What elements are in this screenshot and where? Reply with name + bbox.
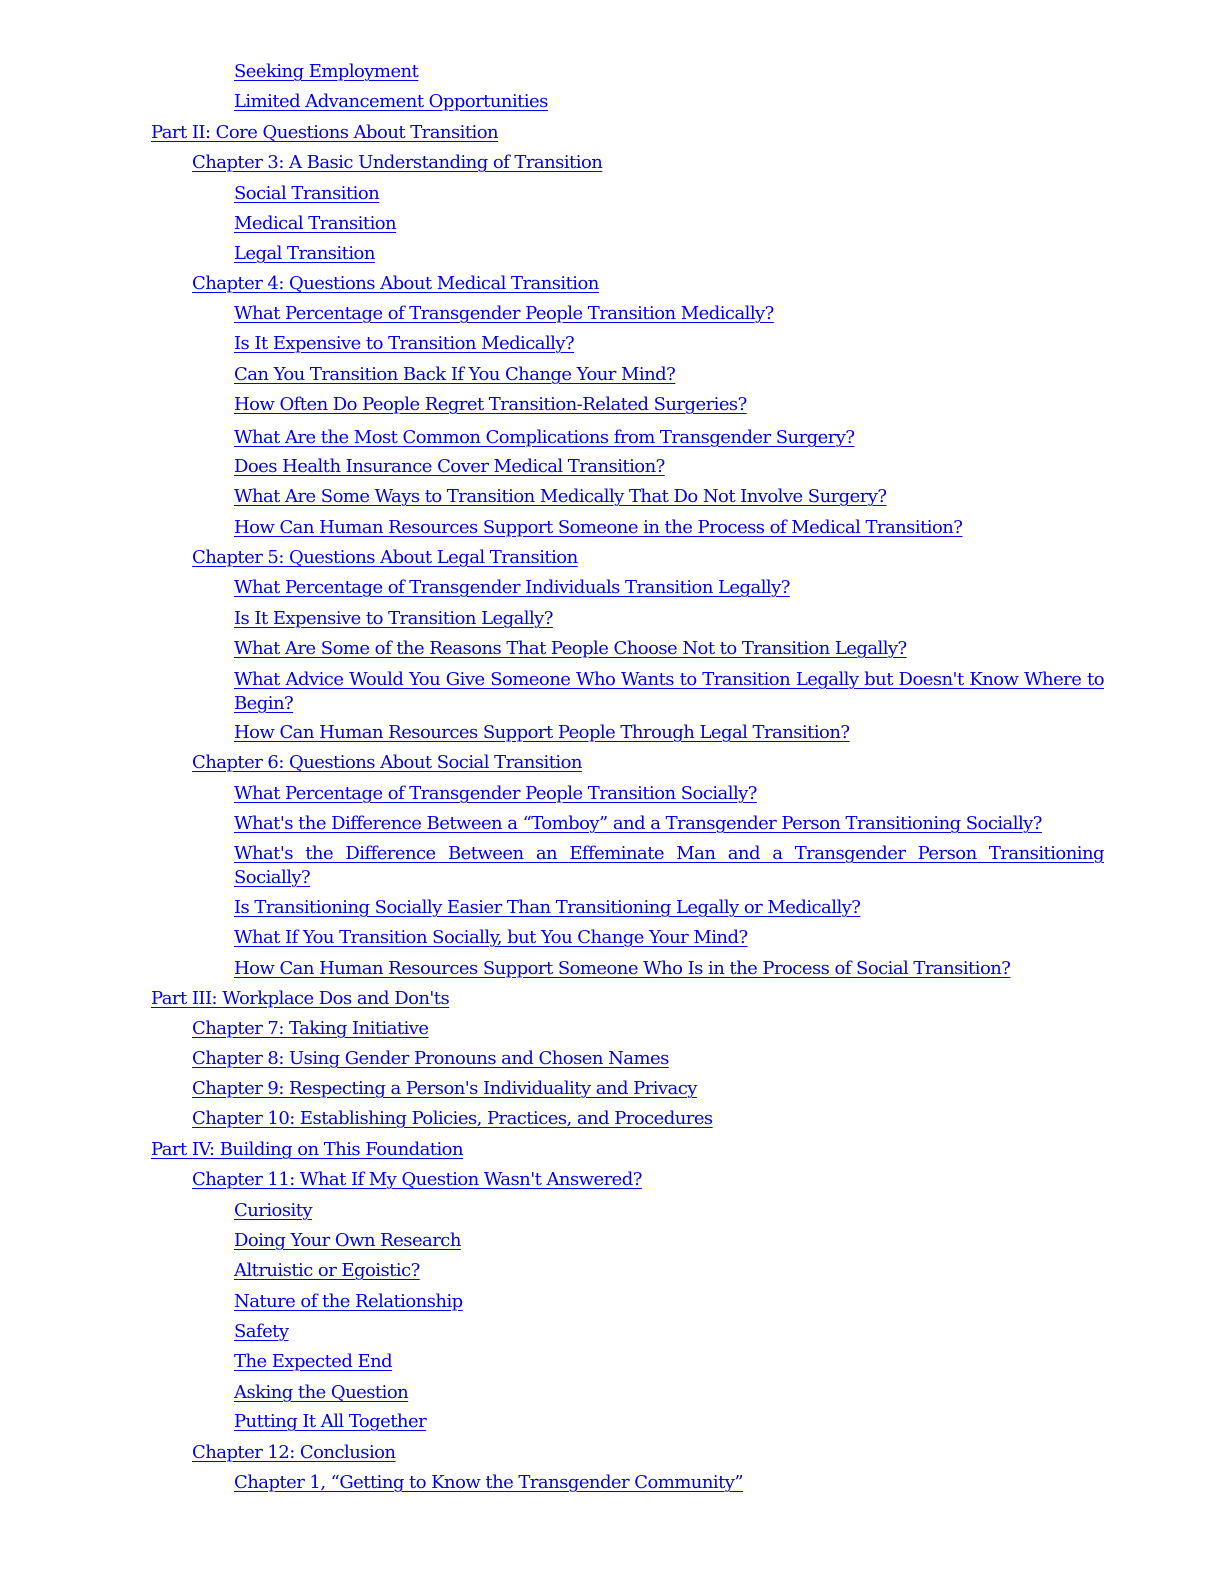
- toc-link[interactable]: Chapter 6: Questions About Social Transition: [192, 752, 582, 773]
- toc-link[interactable]: Chapter 7: Taking Initiative: [192, 1018, 429, 1039]
- toc-link[interactable]: How Often Do People Regret Transition-Related Surgeries?: [234, 394, 747, 415]
- toc-link[interactable]: Medical Transition: [234, 213, 397, 234]
- toc-link[interactable]: Curiosity: [234, 1200, 313, 1221]
- toc-link[interactable]: Asking the Question: [234, 1382, 409, 1403]
- toc-link[interactable]: The Expected End: [234, 1351, 393, 1372]
- toc-link[interactable]: Part IV: Building on This Foundation: [151, 1139, 463, 1160]
- toc-link[interactable]: What Are Some of the Reasons That People Choose Not to Transition Legally?: [234, 638, 907, 659]
- toc-link[interactable]: Chapter 10: Establishing Policies, Practices, and Procedures: [192, 1108, 713, 1129]
- toc-link[interactable]: Limited Advancement Opportunities: [234, 91, 548, 112]
- toc-link[interactable]: What Percentage of Transgender Individuals Transition Legally?: [234, 577, 790, 598]
- toc-link[interactable]: Doing Your Own Research: [234, 1230, 461, 1251]
- toc-link[interactable]: What's the Difference Between a “Tomboy” and a Transgender Person Transitioning Socially?: [234, 813, 1042, 834]
- toc-link[interactable]: What Are the Most Common Complications from Transgender Surgery?: [234, 427, 855, 448]
- toc-link[interactable]: Nature of the Relationship: [234, 1291, 463, 1312]
- toc-link[interactable]: What If You Transition Socially, but You Change Your Mind?: [234, 927, 748, 948]
- toc-link[interactable]: Legal Transition: [234, 243, 375, 264]
- toc-link[interactable]: Chapter 8: Using Gender Pronouns and Chosen Names: [192, 1048, 669, 1069]
- toc-link[interactable]: How Can Human Resources Support Someone Who Is in the Process of Social Transition?: [234, 958, 1011, 979]
- toc-link[interactable]: Is It Expensive to Transition Legally?: [234, 608, 553, 629]
- toc-link[interactable]: What Percentage of Transgender People Transition Socially?: [234, 783, 757, 804]
- toc-link[interactable]: Is Transitioning Socially Easier Than Transitioning Legally or Medically?: [234, 897, 861, 918]
- toc-link[interactable]: What Advice Would You Give Someone Who Wants to Transition Legally but Doesn't Know Where to Begin?: [234, 669, 1104, 714]
- toc-link[interactable]: Chapter 5: Questions About Legal Transition: [192, 547, 578, 568]
- toc-link[interactable]: Putting It All Together: [234, 1411, 427, 1432]
- toc-link[interactable]: Part II: Core Questions About Transition: [151, 122, 499, 143]
- toc-link[interactable]: Altruistic or Egoistic?: [234, 1260, 420, 1281]
- toc-link[interactable]: Chapter 1, “Getting to Know the Transgender Community”: [234, 1472, 744, 1493]
- toc-link[interactable]: Chapter 3: A Basic Understanding of Transition: [192, 152, 603, 173]
- toc-link[interactable]: Does Health Insurance Cover Medical Transition?: [234, 456, 665, 477]
- toc-link[interactable]: Is It Expensive to Transition Medically?: [234, 333, 575, 354]
- toc-link[interactable]: Chapter 11: What If My Question Wasn't Answered?: [192, 1169, 642, 1190]
- toc-link[interactable]: What's the Difference Between an Effeminate Man and a Transgender Person Transitioning Socially?: [234, 843, 1104, 888]
- toc-link[interactable]: Safety: [234, 1321, 289, 1342]
- toc-link[interactable]: Seeking Employment: [234, 61, 419, 82]
- toc-link[interactable]: Can You Transition Back If You Change Your Mind?: [234, 364, 676, 385]
- toc-link[interactable]: What Are Some Ways to Transition Medically That Do Not Involve Surgery?: [234, 486, 887, 507]
- toc-link[interactable]: How Can Human Resources Support Someone in the Process of Medical Transition?: [234, 517, 963, 538]
- toc-link[interactable]: Chapter 9: Respecting a Person's Individuality and Privacy: [192, 1078, 697, 1099]
- toc-link[interactable]: What Percentage of Transgender People Transition Medically?: [234, 303, 774, 324]
- toc-link[interactable]: Part III: Workplace Dos and Don'ts: [151, 988, 450, 1009]
- toc-link[interactable]: Chapter 4: Questions About Medical Transition: [192, 273, 599, 294]
- toc-link[interactable]: Chapter 12: Conclusion: [192, 1442, 396, 1463]
- toc-link[interactable]: Social Transition: [234, 183, 380, 204]
- toc-link[interactable]: How Can Human Resources Support People Through Legal Transition?: [234, 722, 850, 743]
